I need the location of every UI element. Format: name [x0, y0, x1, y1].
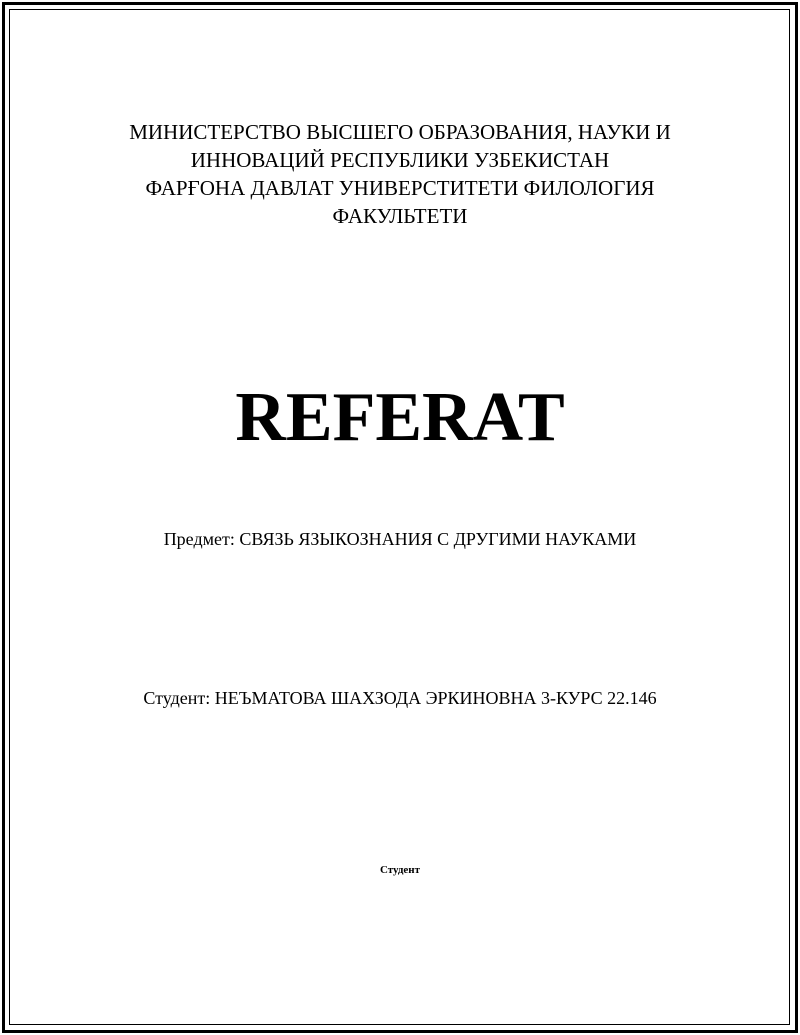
subject-label: Предмет: — [163, 529, 235, 549]
institution-line-4: ФАКУЛЬТЕТИ — [332, 204, 468, 228]
institution-line-3: ФАРҒОНА ДАВЛАТ УНИВЕРСТИТЕТИ ФИЛОЛОГИЯ — [145, 176, 655, 200]
student-value: НЕЪМАТОВА ШАХЗОДА ЭРКИНОВНА 3-КУРС 22.146 — [214, 688, 657, 708]
footer-student-label: Студент — [379, 864, 421, 876]
institution-header — [0, 118, 800, 230]
student-label: Студент: — [143, 688, 211, 708]
student-line — [0, 686, 800, 710]
document-title: REFERAT — [235, 379, 565, 456]
subject-line — [0, 527, 800, 551]
institution-line-2: ИННОВАЦИЙ РЕСПУБЛИКИ УЗБЕКИСТАН — [190, 148, 610, 172]
institution-line-1: МИНИСТЕРСТВО ВЫСШЕГО ОБРАЗОВАНИЯ, НАУКИ И — [129, 120, 671, 144]
subject-value: СВЯЗЬ ЯЗЫКОЗНАНИЯ С ДРУГИМИ НАУКАМИ — [239, 529, 637, 549]
